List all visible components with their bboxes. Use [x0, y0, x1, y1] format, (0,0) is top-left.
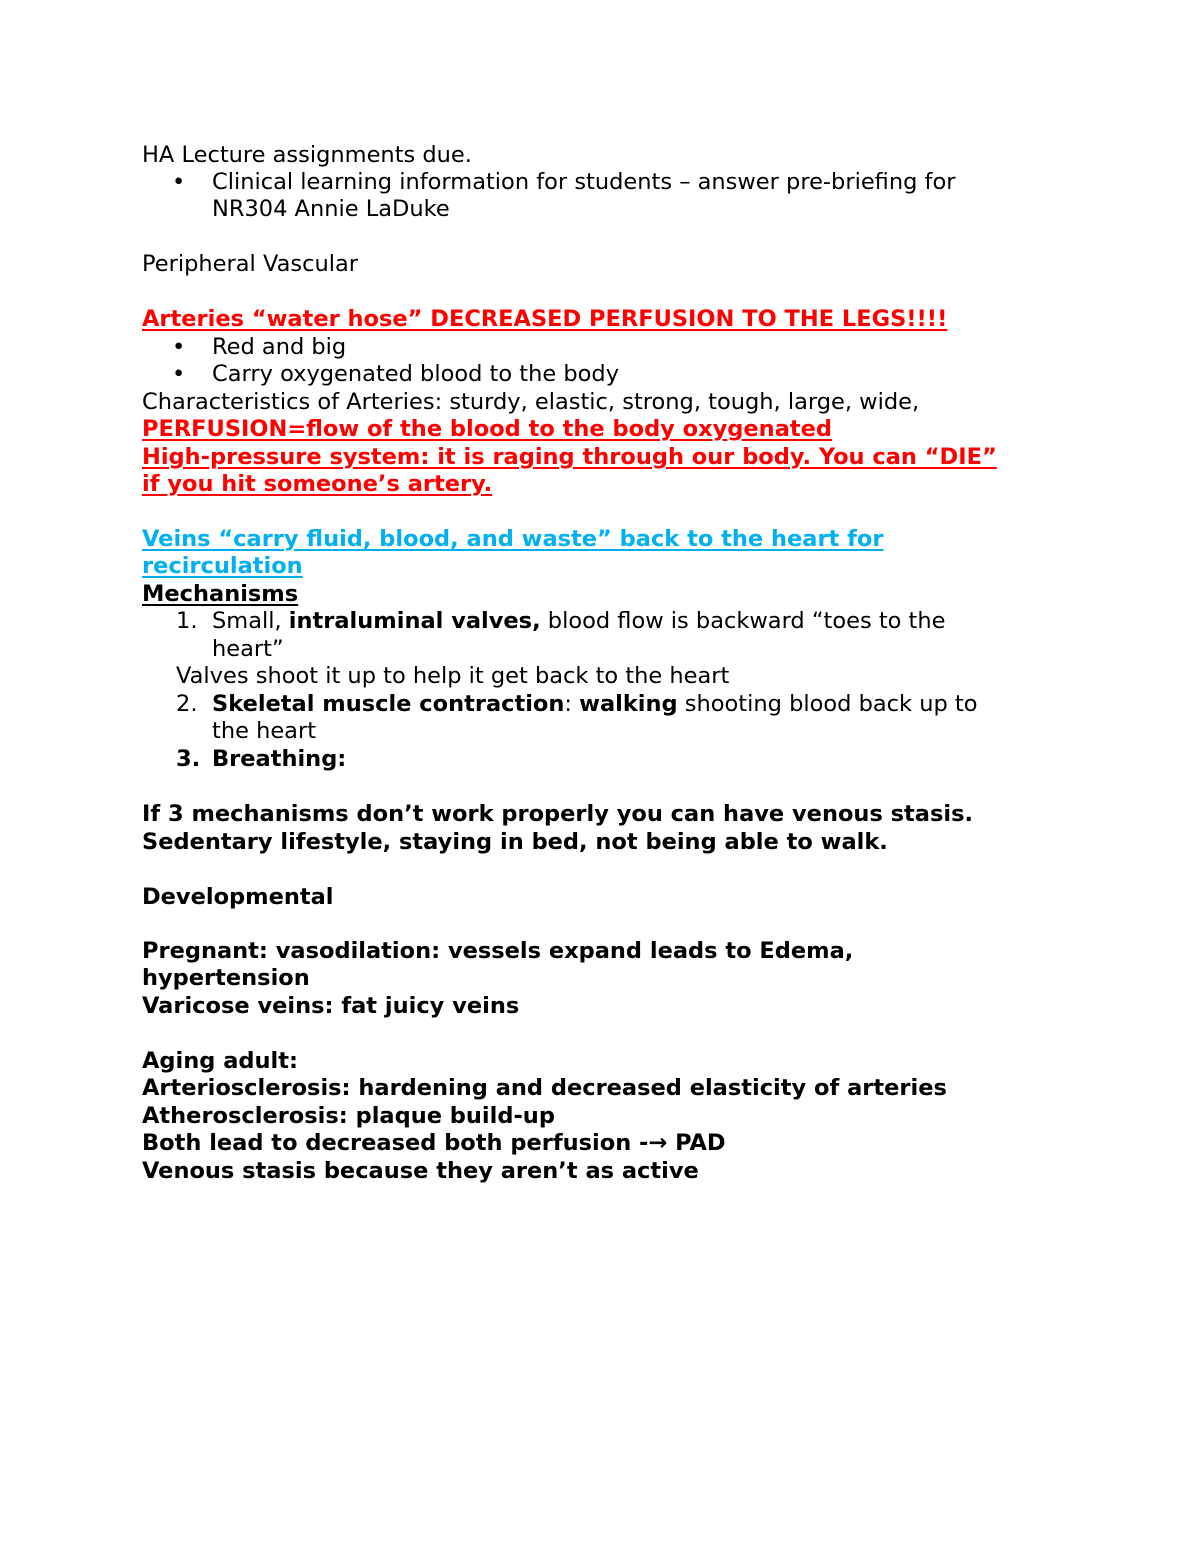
arteries-high-pressure-line1: High-pressure system: it is raging through our body. You can “DIE”	[142, 444, 997, 470]
aging-title: Aging adult:	[142, 1048, 298, 1074]
mechanism-item-3-text: Breathing:	[212, 746, 347, 772]
mechanism-item-2-mid: :	[564, 691, 580, 717]
intro-bullet-line1: Clinical learning information for students – answer pre-briefing for	[212, 169, 956, 195]
bullet-dot-icon: •	[172, 169, 186, 195]
mechanism-item-1-line2: heart”	[212, 636, 284, 662]
bullet-dot-icon: •	[172, 361, 186, 387]
mechanism-item-2-text	[212, 690, 977, 718]
intro-title: HA Lecture assignments due.	[142, 142, 472, 168]
list-number: 2.	[176, 691, 198, 717]
section-title: Peripheral Vascular	[142, 251, 359, 277]
pregnant-line1: Pregnant: vasodilation: vessels expand leads to Edema,	[142, 938, 854, 964]
aging-venous: Venous stasis because they aren’t as active	[142, 1158, 699, 1184]
mechanism-item-2-bold2: walking	[579, 691, 678, 717]
arteries-high-pressure-line2: if you hit someone’s artery.	[142, 471, 493, 497]
arteries-characteristics: Characteristics of Arteries: sturdy, elastic, strong, tough, large, wide,	[142, 389, 920, 415]
mechanism-item-1-post: blood flow is backward “toes to the	[540, 608, 946, 634]
stasis-line1: If 3 mechanisms don’t work properly you can have venous stasis.	[142, 801, 974, 827]
mechanism-item-1-pre: Small,	[212, 608, 289, 634]
pregnant-line2: hypertension	[142, 965, 310, 991]
arteries-bullet-2-text: Carry oxygenated blood to the body	[212, 361, 620, 387]
mechanisms-title: Mechanisms	[142, 581, 299, 607]
mechanism-item-1-text	[212, 607, 946, 635]
arteries-bullet-1-text: Red and big	[212, 334, 347, 360]
stasis-line2: Sedentary lifestyle, staying in bed, not being able to walk.	[142, 829, 888, 855]
arteries-heading: Arteries “water hose” DECREASED PERFUSION TO THE LEGS!!!!	[142, 306, 948, 332]
list-number: 1.	[176, 608, 198, 634]
aging-atherosclerosis: Atherosclerosis: plaque build-up	[142, 1103, 555, 1129]
aging-both: Both lead to decreased both perfusion -→ PAD	[142, 1130, 726, 1156]
bullet-dot-icon: •	[172, 334, 186, 360]
mechanism-item-1-bold: intraluminal valves,	[288, 608, 541, 634]
mechanism-item-2-bold1: Skeletal muscle contraction	[212, 691, 565, 717]
mechanism-item-2-post: shooting blood back up to	[677, 691, 978, 717]
aging-arteriosclerosis: Arteriosclerosis: hardening and decreased elasticity of arteries	[142, 1075, 947, 1101]
arteries-perfusion: PERFUSION=flow of the blood to the body oxygenated	[142, 416, 832, 442]
veins-heading-line2: recirculation	[142, 553, 303, 579]
veins-heading-line1: Veins “carry fluid, blood, and waste” back to the heart for	[142, 526, 884, 552]
developmental-title: Developmental	[142, 884, 334, 910]
list-number: 3.	[176, 746, 201, 772]
mechanism-item-2-line2: the heart	[212, 718, 317, 744]
varicose-veins: Varicose veins: fat juicy veins	[142, 993, 520, 1019]
valves-note: Valves shoot it up to help it get back to the heart	[176, 663, 730, 689]
intro-bullet-line2: NR304 Annie LaDuke	[212, 196, 450, 222]
